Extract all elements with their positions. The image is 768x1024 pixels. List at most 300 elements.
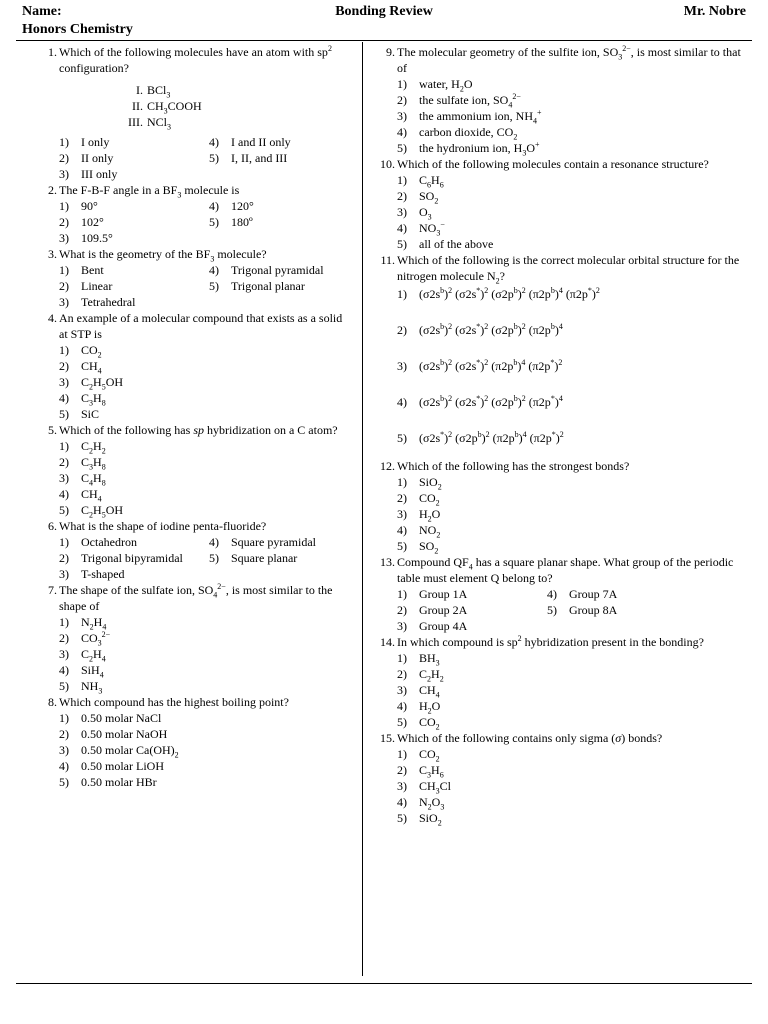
answer-option: [59, 166, 209, 182]
option-text: $H_2O$: [419, 507, 441, 524]
option-number: 1): [59, 343, 69, 357]
option-text: $C_2H_5OH$: [81, 375, 124, 392]
option-text: II only: [81, 151, 114, 165]
option-number: 4): [547, 587, 557, 601]
question-stem: Which of the following is the correct molecular orbital structure for the nitrogen molecule $N_2$?: [397, 253, 740, 286]
roman-item: [121, 114, 352, 130]
answer-options: [397, 746, 746, 826]
answer-option: [397, 92, 746, 108]
answer-options: [397, 650, 746, 730]
option-number: 3): [397, 779, 407, 793]
answer-option: [209, 150, 359, 166]
option-text: III only: [81, 167, 118, 181]
answer-option: [397, 430, 746, 446]
answer-options: [59, 710, 352, 790]
option-number: 2): [59, 631, 69, 645]
option-text: $O_3$: [419, 205, 432, 222]
option-text: I, II, and III: [231, 151, 288, 165]
question-stem: What is the geometry of the $BF_3$ molecule?: [59, 247, 267, 264]
answer-option: [397, 108, 746, 124]
option-number: 5): [59, 503, 69, 517]
option-number: 1): [397, 747, 407, 761]
option-number: 3): [59, 743, 69, 757]
answer-option: [397, 394, 746, 410]
answer-option: [397, 586, 547, 602]
answer-option: [397, 618, 547, 634]
option-text: $C_2H_5OH$: [81, 503, 124, 520]
page-header: [22, 4, 746, 40]
option-text: $CO_2$: [419, 715, 440, 732]
option-text: $C_2H_2$: [419, 667, 444, 684]
column-divider: [362, 42, 363, 976]
question-13: [376, 554, 746, 634]
question-11: [376, 252, 746, 446]
option-number: 5): [397, 141, 407, 155]
answer-option: [547, 602, 697, 618]
option-text: T-shaped: [81, 567, 125, 581]
question-number: 6.: [48, 519, 57, 533]
option-number: 4): [209, 199, 219, 213]
option-text: Group 1A: [419, 587, 468, 601]
option-number: 1): [59, 199, 69, 213]
option-number: 3): [59, 471, 69, 485]
option-text: $BH_3$: [419, 651, 440, 668]
answer-options: [397, 172, 746, 252]
option-number: 1): [397, 77, 407, 91]
option-number: 3): [397, 205, 407, 219]
footer-rule: [16, 983, 752, 984]
question-number: 5.: [48, 423, 57, 437]
answer-option: [209, 134, 359, 150]
answer-option: [397, 204, 746, 220]
question-4: [40, 310, 352, 422]
option-number: 5): [209, 215, 219, 229]
option-number: 3): [59, 295, 69, 309]
option-number: 2): [397, 763, 407, 777]
answer-option: [209, 198, 359, 214]
answer-options: [59, 134, 352, 182]
question-number: 14.: [380, 635, 395, 649]
option-number: 3): [59, 375, 69, 389]
answer-option: [59, 214, 209, 230]
option-text: 0.50 molar NaCl: [81, 711, 162, 725]
answer-option: [397, 698, 746, 714]
question-number: 13.: [380, 555, 395, 569]
option-number: 2): [397, 491, 407, 505]
option-text: $CH_4$: [81, 359, 102, 376]
answer-option: [397, 522, 746, 538]
roman-item-text: NCl$_3$: [147, 115, 172, 132]
option-number: 5): [397, 715, 407, 729]
option-number: 1): [397, 173, 407, 187]
option-text: $SO_2$: [419, 189, 439, 206]
answer-option: [397, 714, 746, 730]
option-number: 4): [209, 135, 219, 149]
header-rule: [16, 40, 752, 41]
option-text: Group 7A: [569, 587, 618, 601]
answer-option: [547, 586, 697, 602]
option-number: 4): [397, 395, 407, 409]
option-number: 2): [59, 279, 69, 293]
question-number: 10.: [380, 157, 395, 171]
answer-option: [209, 262, 359, 278]
option-text: Group 4A: [419, 619, 468, 633]
option-text: Trigonal bipyramidal: [81, 551, 183, 565]
roman-numeral-list: [121, 82, 352, 130]
answer-options: [59, 262, 352, 310]
question-stem: Which compound has the highest boiling point?: [59, 695, 289, 709]
answer-option: [397, 124, 746, 140]
option-text: 90°: [81, 199, 98, 213]
answer-option: [397, 322, 746, 338]
option-text: I and II only: [231, 135, 291, 149]
answer-option: [59, 454, 352, 470]
answer-option: [397, 682, 746, 698]
question-14: [376, 634, 746, 730]
option-number: 5): [209, 279, 219, 293]
roman-item-text: BCl$_3$: [147, 83, 171, 100]
answer-option: [59, 278, 209, 294]
answer-option: [59, 294, 209, 310]
option-number: 2): [397, 189, 407, 203]
question-stem: Which of the following contains only sigma (σ) bonds?: [397, 731, 663, 745]
option-number: 5): [59, 407, 69, 421]
option-text: $C_4H_8$: [81, 471, 106, 488]
option-text: Bent: [81, 263, 104, 277]
answer-options: [59, 438, 352, 518]
option-text: $CO_2$: [419, 491, 440, 508]
option-number: 5): [547, 603, 557, 617]
answer-option: [59, 150, 209, 166]
option-number: 2): [59, 151, 69, 165]
option-text: $CO_2$: [81, 343, 102, 360]
option-text: all of the above: [419, 237, 494, 251]
course-title: Honors Chemistry: [22, 22, 133, 37]
answer-option: [59, 534, 209, 550]
answer-option: [59, 502, 352, 518]
option-text: 109.5°: [81, 231, 113, 245]
question-number: 11.: [380, 253, 395, 267]
option-text: Group 8A: [569, 603, 618, 617]
option-number: 1): [397, 587, 407, 601]
answer-option: [59, 742, 352, 758]
answer-option: [59, 134, 209, 150]
answer-option: [397, 188, 746, 204]
answer-option: [397, 746, 746, 762]
option-text: carbon dioxide, $CO_2$: [419, 125, 518, 142]
option-number: 4): [397, 523, 407, 537]
question-stem: Which of the following has the strongest bonds?: [397, 459, 630, 473]
option-number: 3): [59, 647, 69, 661]
question-8: [40, 694, 352, 790]
option-text: the ammonium ion, $NH_4^+$: [419, 108, 542, 126]
roman-numeral: II.: [132, 99, 143, 113]
answer-option: [59, 758, 352, 774]
question-stem: The molecular geometry of the sulfite ion, $SO_3^{2-}$, is most similar to that of: [397, 44, 741, 75]
option-number: 5): [397, 237, 407, 251]
answer-option: [59, 230, 209, 246]
option-text: $NO_2$: [419, 523, 441, 540]
option-number: 2): [397, 93, 407, 107]
answer-options: [397, 586, 746, 634]
option-text: 180º: [231, 215, 253, 229]
question-number: 12.: [380, 459, 395, 473]
roman-item-text: $CH_3COOH$: [147, 99, 202, 116]
question-3: [40, 246, 352, 310]
option-text: 120°: [231, 199, 254, 213]
option-number: 2): [397, 603, 407, 617]
answer-option: [397, 236, 746, 252]
option-number: 2): [59, 551, 69, 565]
question-5: [40, 422, 352, 518]
option-number: 4): [397, 795, 407, 809]
left-column: [40, 44, 352, 790]
option-text: the hydronium ion, $H_3O^+$: [419, 140, 540, 158]
question-number: 3.: [48, 247, 57, 261]
answer-option: [59, 470, 352, 486]
option-number: 2): [59, 359, 69, 373]
option-number: 1): [59, 711, 69, 725]
option-number: 1): [59, 263, 69, 277]
question-number: 15.: [380, 731, 395, 745]
answer-option: [59, 726, 352, 742]
option-number: 5): [59, 679, 69, 693]
right-column: [376, 44, 746, 826]
answer-options: [397, 76, 746, 156]
option-text: $CH_3Cl$: [419, 779, 452, 796]
answer-option: [397, 778, 746, 794]
option-text: $CO_3^{2-}$: [81, 630, 111, 648]
roman-numeral: I.: [136, 83, 143, 97]
question-stem: Which of the following molecules have an atom with $sp^2$ configuration?: [59, 44, 332, 75]
answer-option: [59, 486, 352, 502]
option-text: Square pyramidal: [231, 535, 316, 549]
answer-option: [397, 172, 746, 188]
answer-option: [209, 214, 359, 230]
question-7: [40, 582, 352, 694]
option-text: SiO$_2$: [419, 811, 442, 828]
answer-option: [397, 474, 746, 490]
answer-option: [397, 490, 746, 506]
question-10: [376, 156, 746, 252]
answer-options: [397, 474, 746, 554]
option-text: $(\sigma 2s^b)^2$ $(\sigma 2s^*)^2$ $(\sigma 2p^b)^2$ $(\pi 2p^*)^4$: [419, 394, 563, 409]
option-text: $C_3H_8$: [81, 455, 106, 472]
answer-option: [397, 506, 746, 522]
option-number: 1): [397, 475, 407, 489]
option-number: 3): [59, 567, 69, 581]
option-text: 0.50 molar LiOH: [81, 759, 164, 773]
option-text: Linear: [81, 279, 113, 293]
option-number: 1): [397, 651, 407, 665]
answer-option: [59, 406, 352, 422]
question-2: [40, 182, 352, 246]
answer-option: [59, 198, 209, 214]
option-number: 5): [59, 775, 69, 789]
option-text: $CH_4$: [81, 487, 102, 504]
option-number: 2): [397, 323, 407, 337]
option-text: water, $H_2O$: [419, 77, 473, 94]
answer-option: [397, 666, 746, 682]
option-number: 4): [209, 535, 219, 549]
option-number: 4): [397, 125, 407, 139]
option-number: 5): [397, 539, 407, 553]
option-text: Octahedron: [81, 535, 137, 549]
answer-option: [397, 286, 746, 302]
question-number: 9.: [386, 45, 395, 59]
answer-option: [59, 390, 352, 406]
answer-option: [397, 140, 746, 156]
option-text: $CH_4$: [419, 683, 440, 700]
option-text: $C_3H_8$: [81, 391, 106, 408]
option-text: 102°: [81, 215, 104, 229]
answer-option: [397, 794, 746, 810]
answer-option: [59, 374, 352, 390]
option-number: 1): [397, 287, 407, 301]
option-text: 0.50 molar HBr: [81, 775, 157, 789]
question-stem: Which of the following has sp hybridization on a C atom?: [59, 423, 338, 437]
question-stem: What is the shape of iodine penta-fluoride?: [59, 519, 267, 533]
answer-option: [209, 534, 359, 550]
option-text: $C_6H_6$: [419, 173, 444, 190]
option-text: Trigonal planar: [231, 279, 305, 293]
question-number: 8.: [48, 695, 57, 709]
answer-options: [397, 286, 746, 446]
option-text: SiO$_2$: [419, 475, 442, 492]
option-number: 5): [209, 151, 219, 165]
option-number: 2): [397, 667, 407, 681]
option-number: 4): [59, 759, 69, 773]
option-text: Group 2A: [419, 603, 468, 617]
option-number: 5): [209, 551, 219, 565]
question-stem: Compound $QF_4$ has a square planar shape. What group of the periodic table must element Q belong to?: [397, 555, 734, 585]
option-number: 1): [59, 535, 69, 549]
option-number: 4): [397, 699, 407, 713]
option-number: 4): [59, 663, 69, 677]
option-text: 0.50 molar NaOH: [81, 727, 168, 741]
answer-option: [397, 220, 746, 236]
option-text: $N_2O_3$: [419, 795, 445, 812]
option-text: SiC: [81, 407, 100, 421]
option-text: $C_2H_2$: [81, 439, 106, 456]
answer-options: [59, 198, 352, 246]
question-1: [40, 44, 352, 182]
option-number: 5): [397, 431, 407, 445]
option-text: Trigonal pyramidal: [231, 263, 324, 277]
roman-item: [121, 98, 352, 114]
option-number: 4): [397, 221, 407, 235]
answer-options: [59, 534, 352, 582]
question-number: 4.: [48, 311, 57, 325]
answer-option: [397, 810, 746, 826]
question-6: [40, 518, 352, 582]
answer-option: [59, 646, 352, 662]
answer-option: [59, 550, 209, 566]
question-number: 1.: [48, 45, 57, 59]
roman-item: [121, 82, 352, 98]
option-number: 2): [59, 455, 69, 469]
answer-option: [59, 342, 352, 358]
option-text: I only: [81, 135, 110, 149]
option-text: $N_2H_4$: [81, 615, 107, 632]
option-text: $(\sigma 2s^b)^2$ $(\sigma 2s^*)^2$ $(\sigma 2p^b)^2$ $(\pi 2p^b)^4$: [419, 322, 563, 337]
option-number: 3): [397, 619, 407, 633]
answer-option: [59, 662, 352, 678]
answer-option: [59, 358, 352, 374]
answer-option: [59, 630, 352, 646]
option-text: $NO_3^-$: [419, 220, 445, 238]
answer-option: [397, 358, 746, 374]
answer-option: [397, 650, 746, 666]
answer-option: [59, 710, 352, 726]
question-stem: Which of the following molecules contain a resonance structure?: [397, 157, 709, 171]
option-number: 1): [59, 615, 69, 629]
option-text: SiH$_4$: [81, 663, 104, 680]
name-label: Name:: [22, 4, 62, 19]
option-text: $(\sigma 2s^b)^2$ $(\sigma 2s^*)^2$ $(\pi 2p^b)^4$ $(\pi 2p^*)^2$: [419, 358, 563, 373]
document-title: Bonding Review: [335, 4, 433, 19]
question-stem: The shape of the sulfate ion, $SO_4^{2-}$, is most similar to the shape of: [59, 582, 333, 613]
question-stem: In which compound is $sp^2$ hybridization present in the bonding?: [397, 634, 704, 649]
option-text: $C_3H_6$: [419, 763, 444, 780]
option-text: $H_2O$: [419, 699, 441, 716]
option-text: $(\sigma 2s^b)^2$ $(\sigma 2s^*)^2$ $(\sigma 2p^b)^2$ $(\pi 2p^b)^4$ $(\pi 2p^*)^2$: [419, 286, 600, 301]
answer-option: [59, 438, 352, 454]
option-number: 5): [397, 811, 407, 825]
option-number: 2): [59, 727, 69, 741]
answer-option: [59, 262, 209, 278]
option-number: 3): [397, 109, 407, 123]
teacher-name: Mr. Nobre: [683, 4, 746, 19]
question-number: 2.: [48, 183, 57, 197]
roman-numeral: III.: [128, 115, 143, 129]
question-stem: An example of a molecular compound that exists as a solid at STP is: [59, 311, 343, 341]
question-stem: The F-B-F angle in a $BF_3$ molecule is: [59, 183, 240, 200]
option-number: 2): [59, 215, 69, 229]
answer-option: [209, 550, 359, 566]
option-text: the sulfate ion, $SO_4^{2-}$: [419, 92, 521, 110]
question-9: [376, 44, 746, 156]
answer-option: [397, 76, 746, 92]
option-text: $NH_3$: [81, 679, 103, 696]
option-text: Tetrahedral: [81, 295, 136, 309]
option-number: 3): [59, 231, 69, 245]
answer-option: [59, 774, 352, 790]
option-text: 0.50 molar $Ca(OH)_2$: [81, 743, 179, 760]
answer-option: [59, 614, 352, 630]
option-number: 4): [209, 263, 219, 277]
question-12: [376, 458, 746, 554]
option-number: 3): [397, 359, 407, 373]
option-number: 3): [397, 683, 407, 697]
answer-options: [59, 342, 352, 422]
option-number: 4): [59, 391, 69, 405]
answer-options: [59, 614, 352, 694]
answer-option: [397, 602, 547, 618]
option-text: $CO_2$: [419, 747, 440, 764]
option-number: 1): [59, 439, 69, 453]
question-15: [376, 730, 746, 826]
answer-option: [59, 566, 209, 582]
option-text: Square planar: [231, 551, 298, 565]
option-number: 4): [59, 487, 69, 501]
answer-option: [59, 678, 352, 694]
answer-option: [209, 278, 359, 294]
answer-option: [397, 762, 746, 778]
option-text: $(\sigma 2s^*)^2$ $(\sigma 2p^b)^2$ $(\pi 2p^b)^4$ $(\pi 2p^*)^2$: [419, 430, 564, 445]
question-number: 7.: [48, 583, 57, 597]
option-text: $SO_2$: [419, 539, 439, 556]
